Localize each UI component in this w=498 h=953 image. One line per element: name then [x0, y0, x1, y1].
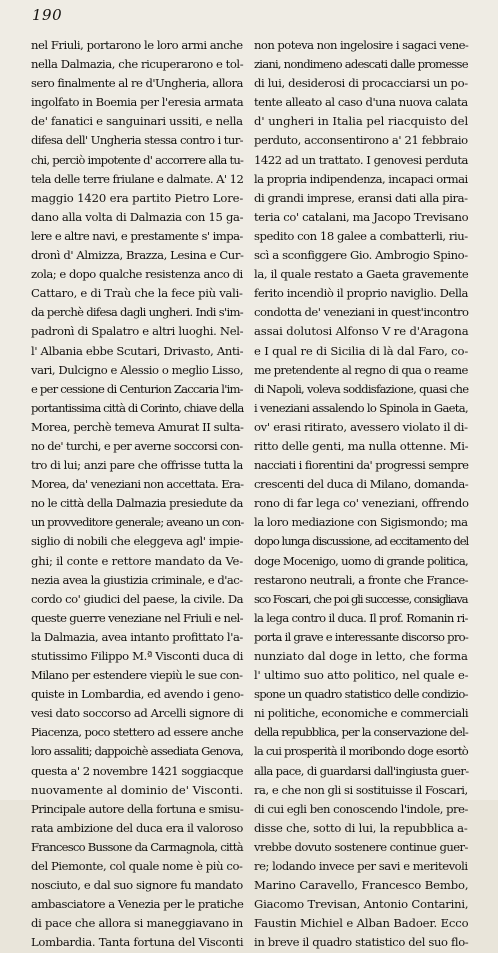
text-line: Marino Caravello, Francesco Bembo,	[254, 878, 469, 893]
text-line: nunziato dal doge in letto, che forma	[254, 649, 468, 663]
text-line: di pace che allora si maneggiavano in	[31, 916, 243, 931]
text-line: ingolfato in Boemia per l'eresia armata	[31, 95, 244, 110]
text-line: da perchè difesa dagli ungheri. Indi s'im-	[31, 305, 243, 320]
text-line: vrebbe dovuto sostenere continue guer-	[254, 839, 468, 854]
text-line: loro assaliti; dappoichè assediata Genova,	[31, 744, 244, 759]
text-line: dopo lunga discussione, ad eccitamento del	[254, 534, 469, 549]
text-line: porta il grave e interessante discorso pro-	[254, 629, 468, 644]
text-line: di grandi imprese, eransi dati alla pira-	[254, 190, 468, 205]
text-line: de' fanatici e sanguinari ussiti, e nella	[31, 114, 243, 129]
text-line: nezia avea la giustizia criminale, e d'ac-	[31, 572, 243, 587]
text-line: Morea, da' veneziani non accettata. Era-	[31, 477, 244, 492]
text-line: la cui prosperità il moribondo doge esortò	[254, 744, 468, 759]
text-line: questa a' 2 novembre 1421 soggiacque	[31, 763, 243, 778]
text-line: la loro mediazione con Sigismondo; ma	[254, 515, 468, 530]
text-line: lere e altre navi, e prestamente s' impa-	[31, 228, 243, 243]
text-line: un provveditore generale; aveano un con-	[31, 515, 244, 530]
text-line: di Napoli, voleva soddisfazione, quasi che	[254, 381, 469, 396]
text-line: condotta de' veneziani in quest'incontro	[254, 305, 469, 320]
text-line: di cui egli ben conoscendo l'indole, pre-	[254, 801, 468, 816]
text-line: portantissima città di Corinto, chiave della	[31, 400, 244, 415]
text-line: tela delle terre friulane e dalmate. A' 12	[31, 171, 244, 186]
text-line: me pretendente al regno di qua o reame	[254, 362, 468, 377]
text-line: stutissimo Filippo M.ª Visconti duca di	[31, 649, 244, 663]
text-line: Cattaro, e di Traù che la fece più vali-	[31, 286, 243, 301]
text-line: l' Albania ebbe Scutari, Drivasto, Anti-	[31, 343, 244, 358]
text-line: vari, Dulcigno e Alessio o meglio Lisso,	[31, 362, 244, 377]
text-line: e per cessione di Centurion Zaccaria l'im-	[31, 381, 243, 396]
text-line: ra, e che non gli si sostituisse il Foscari,	[254, 782, 468, 797]
text-line: ziani, nondimeno adescati dalle promesse	[254, 57, 468, 72]
text-line: ov' erasi ritirato, avessero violato il di-	[254, 419, 468, 434]
text-line: chi, perciò impotente d' accorrere alla tu-	[31, 152, 244, 167]
text-line: no de' turchi, e per averne soccorsi con-	[31, 438, 243, 453]
text-line: nella Dalmazia, che ricuperarono e tol-	[31, 57, 244, 72]
text-line: rata ambizione del duca era il valoroso	[31, 820, 243, 835]
text-line: crescenti del duca di Milano, domanda-	[254, 477, 469, 492]
text-line: sero finalmente al re d'Ungheria, allora	[31, 76, 243, 91]
text-line: l' ultimo suo atto politico, nel quale e-	[254, 668, 469, 683]
text-line: queste guerre veneziane nel Friuli e nel-	[31, 610, 243, 625]
text-line: alla pace, di guardarsi dall'ingiusta guer-	[254, 763, 469, 778]
text-line: assai dolutosi Alfonso V re d'Aragona	[254, 324, 469, 339]
text-line: Faustin Michiel e Alban Badoer. Ecco	[254, 916, 469, 931]
text-line: ritto delle genti, ma nulla ottenne. Mi-	[254, 438, 469, 453]
text-line: rono di far lega co' veneziani, offrendo	[254, 496, 469, 511]
text-line: quiste in Lombardia, ed avendo i geno-	[31, 687, 244, 702]
text-line: e I qual re di Sicilia di là dal Faro, co-	[254, 343, 469, 358]
text-line: Morea, perchè temeva Amurat II sulta-	[31, 419, 244, 434]
text-line: nosciuto, e dal suo signore fu mandato	[31, 878, 243, 893]
text-line: padronì di Spalatro e altri luoghi. Nel-	[31, 324, 244, 339]
text-line: di lui, desiderosi di procacciarsi un po-	[254, 76, 468, 91]
text-line: la propria indipendenza, incapaci ormai	[254, 171, 468, 186]
text-line: la lega contro il duca. Il prof. Romanin ri-	[254, 610, 468, 625]
text-line: Lombardia. Tanta fortuna del Visconti	[31, 935, 244, 950]
text-line: ferito incendiò il proprio naviglio. Della	[254, 286, 469, 301]
text-line: Milano per estendere viepiù le sue con-	[31, 668, 243, 683]
text-line: ambasciatore a Venezia per le pratiche	[31, 897, 244, 912]
text-line: in breve il quadro statistico del suo flo-	[254, 935, 469, 950]
text-line: Piacenza, poco stettero ad essere anche	[31, 725, 243, 740]
text-line: della repubblica, per la conservazione del-	[254, 725, 468, 740]
left-text-column	[31, 36, 243, 953]
text-line: vesi dato soccorso ad Arcelli signore di	[31, 706, 244, 721]
text-line: disse che, sotto di lui, la repubblica a-	[254, 820, 468, 835]
text-line: dano alla volta di Dalmazia con 15 ga-	[31, 209, 244, 224]
text-line: zola; e dopo qualche resistenza anco di	[31, 267, 243, 282]
text-line: ni politiche, economiche e commerciali	[254, 706, 469, 721]
text-line: cordo co' giudici del paese, la civile. Da	[31, 591, 244, 606]
text-line: ghi; il conte e rettore mandato da Ve-	[31, 553, 243, 568]
text-line: scì a sconfiggere Gio. Ambrogio Spino-	[254, 248, 468, 263]
text-line: teria co' catalani, ma Jacopo Trevisano	[254, 209, 469, 224]
text-line: nel Friuli, portarono le loro armi anche	[31, 38, 243, 52]
text-line: Giacomo Trevisan, Antonio Contarini,	[254, 897, 469, 912]
text-line: la Dalmazia, avea intanto profittato l'a-	[31, 629, 243, 644]
text-line: spone un quadro statistico delle condizio-	[254, 687, 468, 702]
text-line: 1422 ad un trattato. I genovesi perduta	[254, 152, 469, 167]
text-line: i veneziani assalendo lo Spinola in Gaeta,	[254, 400, 468, 415]
text-line: doge Mocenigo, uomo di grande politica,	[254, 553, 469, 568]
text-line: spedito con 18 galee a combatterli, riu-	[254, 228, 468, 243]
text-line: Principale autore della fortuna e smisu-	[31, 801, 244, 816]
text-line: maggio 1420 era partito Pietro Lore-	[31, 190, 244, 205]
text-line: siglio di nobili che eleggeva agl' impie-	[31, 534, 243, 549]
text-line: sco Foscari, che poi gli successe, consigliava	[254, 591, 468, 606]
text-line: d' ungheri in Italia pel riacquisto del	[254, 114, 469, 129]
text-line: perduto, acconsentirono a' 21 febbraio	[254, 133, 468, 148]
text-line: no le città della Dalmazia presiedute da	[31, 496, 243, 511]
text-line: la, il quale restato a Gaeta gravemente	[254, 267, 469, 282]
text-line: dronì d' Almizza, Brazza, Lesina e Cur-	[31, 248, 244, 263]
text-line: nacciati i fiorentini da' progressi sempre	[254, 458, 469, 473]
text-line: del Piemonte, col quale nome è più co-	[31, 859, 243, 874]
text-line: non poteva non ingelosire i sagaci vene-	[254, 38, 469, 52]
text-line: restarono neutrali, a fronte che France-	[254, 572, 469, 587]
text-line: tro di lui; anzi pare che offrisse tutta la	[31, 458, 243, 473]
right-text-column	[254, 36, 468, 953]
text-line: Francesco Bussone da Carmagnola, città	[31, 839, 243, 854]
page-number: 190	[32, 6, 63, 24]
text-line: tente alleato al caso d'una nuova calata	[254, 95, 468, 110]
text-line: nuovamente al dominio de' Visconti.	[31, 782, 244, 797]
text-line: re; lodando invece per savi e meritevoli	[254, 859, 468, 874]
text-line: difesa dell' Ungheria stessa contro i tur-	[31, 133, 243, 148]
